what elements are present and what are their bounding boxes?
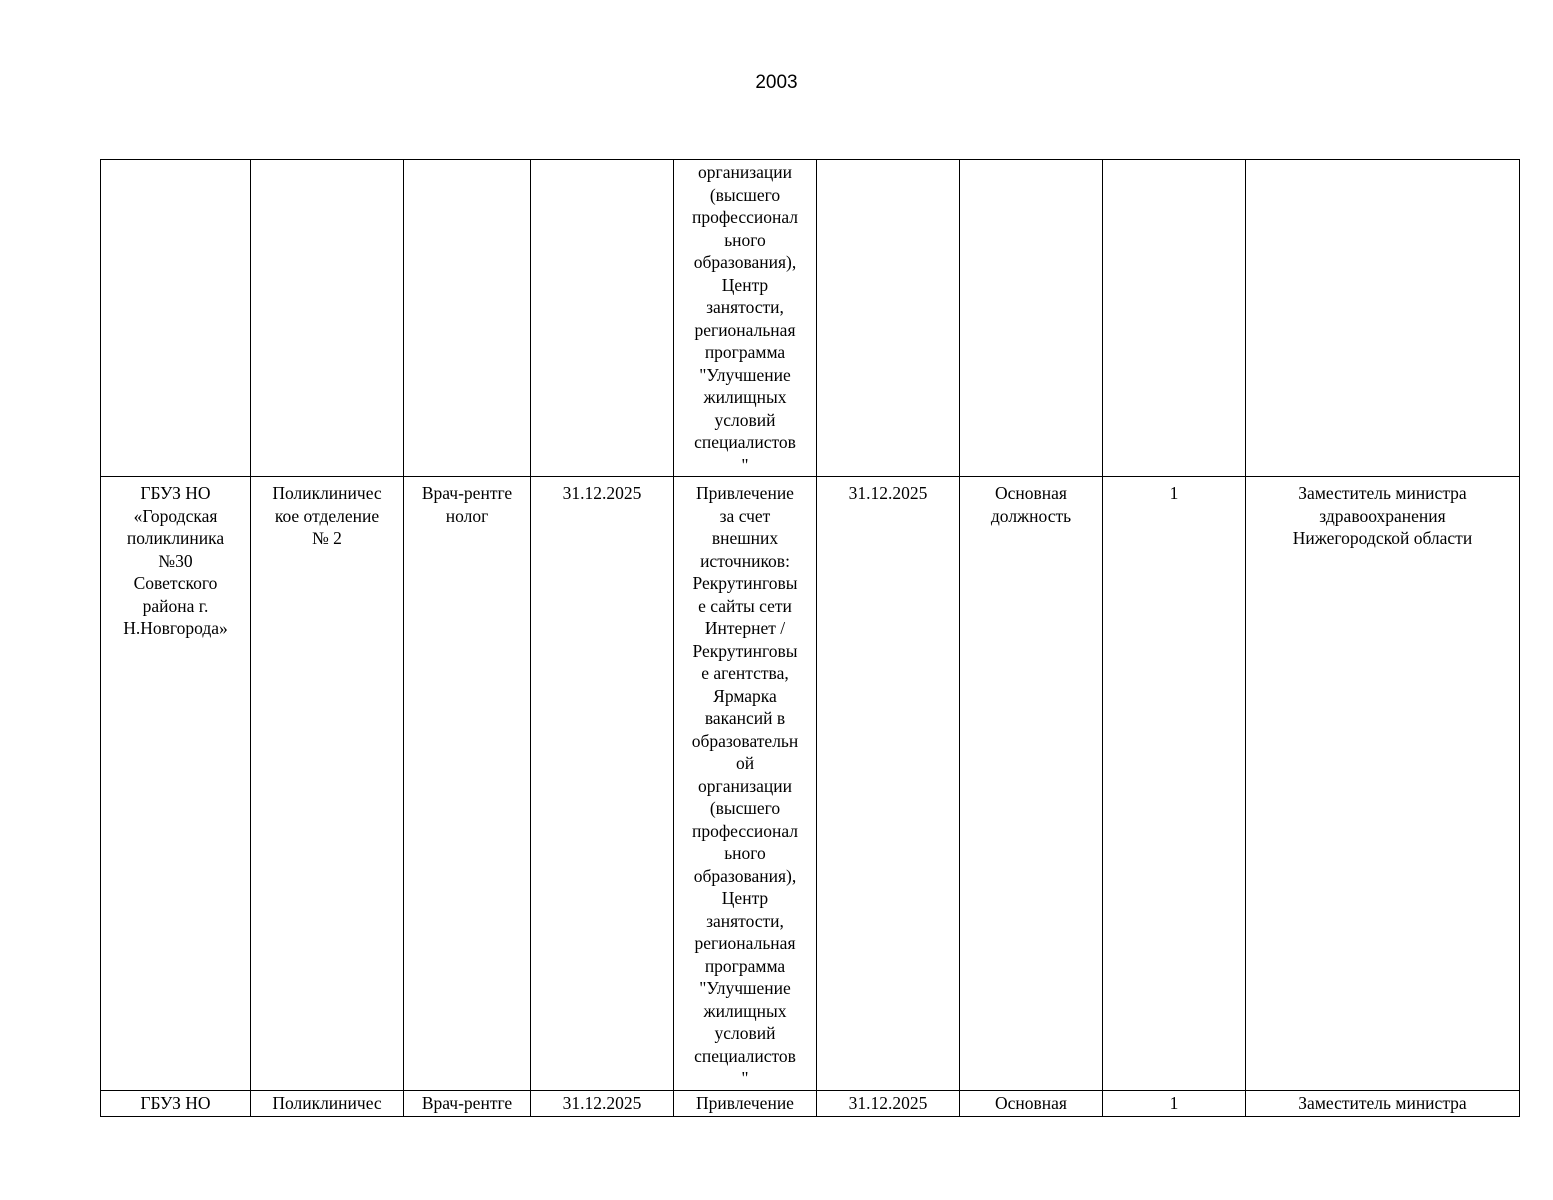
cell-measures: организации (высшего профессионал ьного образования), Центр занятости, региональная программа "Улучшение жилищных условий специалистов " — [674, 160, 817, 477]
cell-count: 1 — [1103, 1090, 1246, 1116]
cell-count — [1103, 160, 1246, 477]
cell-date — [531, 160, 674, 477]
cell-department — [251, 160, 404, 477]
table-row — [101, 1090, 1520, 1116]
cell-deadline: 31.12.2025 — [817, 1090, 960, 1116]
cell-department: Поликлиничес кое отделение № 2 — [251, 477, 404, 1091]
cell-responsible: Заместитель министра — [1246, 1090, 1520, 1116]
cell-responsible — [1246, 160, 1520, 477]
cell-department: Поликлиничес — [251, 1090, 404, 1116]
cell-organization — [101, 160, 251, 477]
cell-date: 31.12.2025 — [531, 1090, 674, 1116]
vacancy-table — [100, 159, 1520, 1117]
cell-employment-type: Основная должность — [960, 477, 1103, 1091]
cell-deadline — [817, 160, 960, 477]
cell-count: 1 — [1103, 477, 1246, 1091]
cell-measures: Привлечение — [674, 1090, 817, 1116]
cell-position: Врач-рентге нолог — [404, 477, 531, 1091]
cell-organization: ГБУЗ НО — [101, 1090, 251, 1116]
cell-deadline: 31.12.2025 — [817, 477, 960, 1091]
cell-position — [404, 160, 531, 477]
cell-employment-type: Основная — [960, 1090, 1103, 1116]
cell-date: 31.12.2025 — [531, 477, 674, 1091]
page-number: 2003 — [755, 72, 798, 93]
table-row — [101, 477, 1520, 1091]
cell-measures: Привлечение за счет внешних источников: Рекрутинговы е сайты сети Интернет / Рекрутинговы е агентства, Ярмарка вакансий в образовательн ой организации (высшего профессионал ьного образования), Центр занятости, региональная программа "Улучшение жилищных условий специалистов " — [674, 477, 817, 1091]
table-row — [101, 160, 1520, 477]
cell-responsible: Заместитель министра здравоохранения Нижегородской области — [1246, 477, 1520, 1091]
cell-position: Врач-рентге — [404, 1090, 531, 1116]
cell-employment-type — [960, 160, 1103, 477]
cell-organization: ГБУЗ НО «Городская поликлиника №30 Советского района г. Н.Новгорода» — [101, 477, 251, 1091]
